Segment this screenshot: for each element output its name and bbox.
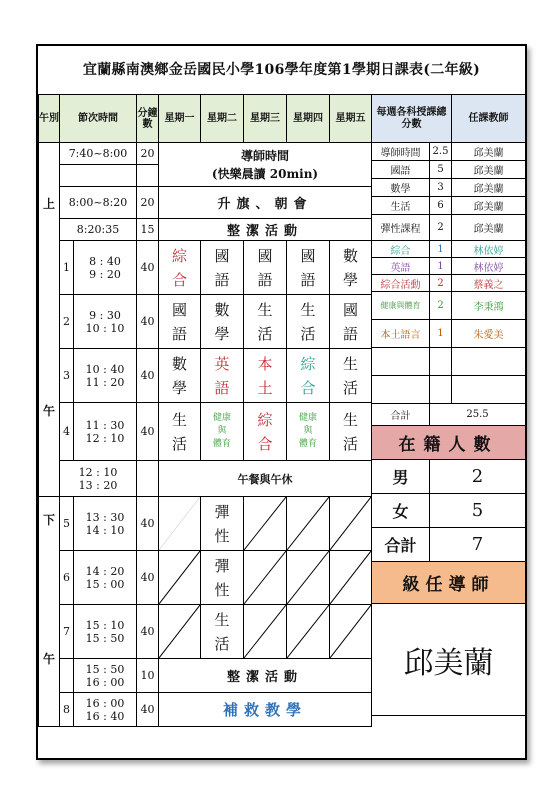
subject-hours: 2 bbox=[430, 215, 452, 241]
summary-blank bbox=[372, 348, 430, 376]
clean1-minutes: 15 bbox=[137, 219, 159, 241]
lunch-time: 12 : 10 13 : 20 bbox=[60, 461, 137, 497]
subject-hours: 2.5 bbox=[430, 143, 452, 161]
header-day-wed: 星期三 bbox=[244, 95, 287, 143]
clean2-number-blank bbox=[60, 659, 74, 693]
male-label: 男 bbox=[372, 460, 430, 494]
period-3-number: 3 bbox=[60, 349, 74, 403]
period-8-number: 8 bbox=[60, 693, 74, 727]
clean1-time: 8:20:35 bbox=[60, 219, 137, 241]
period-6-tue: 彈 性 bbox=[201, 551, 244, 605]
clean2-time: 15 : 50 16 : 00 bbox=[74, 659, 137, 693]
header-period-type: 午別 bbox=[39, 95, 60, 143]
mentor-time: 7:40~8:00 bbox=[60, 143, 137, 165]
period-2-minutes: 40 bbox=[137, 295, 159, 349]
period-5-minutes: 40 bbox=[137, 497, 159, 551]
timetable-sheet bbox=[36, 44, 527, 760]
period-1-minutes: 40 bbox=[137, 241, 159, 295]
period-3-mon: 數 學 bbox=[159, 349, 201, 403]
period-4-fri: 生 活 bbox=[330, 403, 372, 461]
period-7-time: 15 : 10 15 : 50 bbox=[74, 605, 137, 659]
mentor-minutes-blank bbox=[137, 165, 159, 187]
subject-hours: 3 bbox=[430, 179, 452, 197]
period-2-fri: 國 語 bbox=[330, 295, 372, 349]
total-value: 25.5 bbox=[430, 404, 526, 426]
header-day-mon: 星期一 bbox=[159, 95, 201, 143]
period-5-time: 13 : 30 14 : 10 bbox=[74, 497, 137, 551]
enroll-sum-label: 合計 bbox=[372, 528, 430, 562]
period-1-number: 1 bbox=[60, 241, 74, 295]
page-title: 宜蘭縣南澳鄉金岳國民小學106學年度第1學期日課表(二年級) bbox=[38, 46, 525, 95]
flag-minutes: 20 bbox=[137, 187, 159, 219]
header-minutes: 分鐘數 bbox=[137, 95, 159, 143]
summary-blank bbox=[430, 376, 452, 404]
homeroom-title: 級任導師 bbox=[372, 562, 526, 604]
period-4-number: 4 bbox=[60, 403, 74, 461]
female-count: 5 bbox=[430, 494, 526, 528]
period-8-activity: 補救教學 bbox=[159, 693, 372, 727]
summary-header-teacher: 任課教師 bbox=[452, 95, 526, 143]
period-8-minutes: 40 bbox=[137, 693, 159, 727]
period-6-minutes: 40 bbox=[137, 551, 159, 605]
subject-hours: 2 bbox=[430, 275, 452, 292]
header-period-time: 節次時間 bbox=[60, 95, 137, 143]
summary-blank bbox=[430, 348, 452, 376]
period-7-fri-empty bbox=[330, 605, 372, 659]
period-6-thu-empty bbox=[287, 551, 330, 605]
subject-hours: 6 bbox=[430, 197, 452, 215]
summary-blank bbox=[452, 348, 526, 376]
period-3-thu: 綜 合 bbox=[287, 349, 330, 403]
subject-name: 綜合 bbox=[372, 241, 430, 258]
header-day-thu: 星期四 bbox=[287, 95, 330, 143]
period-6-number: 6 bbox=[60, 551, 74, 605]
subject-teacher: 林依婷 bbox=[452, 241, 526, 258]
section-pm: 下 午 bbox=[39, 497, 60, 727]
header-day-fri: 星期五 bbox=[330, 95, 372, 143]
period-1-mon: 綜 合 bbox=[159, 241, 201, 295]
section-am: 上 午 bbox=[39, 143, 60, 497]
subject-teacher: 林依婷 bbox=[452, 258, 526, 275]
period-5-mon-empty bbox=[159, 497, 201, 551]
period-4-wed: 綜 合 bbox=[244, 403, 287, 461]
period-5-fri-empty bbox=[330, 497, 372, 551]
period-2-number: 2 bbox=[60, 295, 74, 349]
lunch-activity: 午餐與午休 bbox=[159, 461, 372, 497]
subject-hours: 1 bbox=[430, 258, 452, 275]
period-3-tue: 英 語 bbox=[201, 349, 244, 403]
period-6-time: 14 : 20 15 : 00 bbox=[74, 551, 137, 605]
period-4-thu: 健康 與 體育 bbox=[287, 403, 330, 461]
period-1-time: 8 : 40 9 : 20 bbox=[74, 241, 137, 295]
period-6-wed-empty bbox=[244, 551, 287, 605]
male-count: 2 bbox=[430, 460, 526, 494]
period-7-number: 7 bbox=[60, 605, 74, 659]
subject-name: 英語 bbox=[372, 258, 430, 275]
period-2-thu: 生 活 bbox=[287, 295, 330, 349]
period-2-mon: 國 語 bbox=[159, 295, 201, 349]
flag-activity: 升旗、朝會 bbox=[159, 187, 372, 219]
period-1-fri: 數 學 bbox=[330, 241, 372, 295]
subject-name: 生活 bbox=[372, 197, 430, 215]
subject-name: 國語 bbox=[372, 161, 430, 179]
mentor-minutes: 20 bbox=[137, 143, 159, 165]
period-3-time: 10 : 40 11 : 20 bbox=[74, 349, 137, 403]
subject-name: 健康與體育 bbox=[372, 292, 430, 320]
subject-hours: 1 bbox=[430, 241, 452, 258]
period-5-tue: 彈 性 bbox=[201, 497, 244, 551]
subject-teacher: 邱美蘭 bbox=[452, 179, 526, 197]
period-1-thu: 國 語 bbox=[287, 241, 330, 295]
homeroom-teacher-name: 邱美蘭 bbox=[372, 604, 526, 716]
period-6-mon-empty bbox=[159, 551, 201, 605]
subject-name: 導師時間 bbox=[372, 143, 430, 161]
period-3-wed: 本 土 bbox=[244, 349, 287, 403]
period-7-tue: 生 活 bbox=[201, 605, 244, 659]
period-3-fri: 生 活 bbox=[330, 349, 372, 403]
flag-time: 8:00~8:20 bbox=[60, 187, 137, 219]
lunch-minutes-blank bbox=[137, 461, 159, 497]
schedule-table bbox=[38, 94, 372, 727]
period-4-time: 11 : 30 12 : 10 bbox=[74, 403, 137, 461]
period-5-thu-empty bbox=[287, 497, 330, 551]
subject-hours: 5 bbox=[430, 161, 452, 179]
header-day-tue: 星期二 bbox=[201, 95, 244, 143]
summary-table bbox=[371, 94, 526, 716]
period-7-minutes: 40 bbox=[137, 605, 159, 659]
period-8-time: 16 : 00 16 : 40 bbox=[74, 693, 137, 727]
subject-teacher: 邱美蘭 bbox=[452, 197, 526, 215]
period-4-tue: 健康 與 體育 bbox=[201, 403, 244, 461]
period-2-wed: 生 活 bbox=[244, 295, 287, 349]
period-1-wed: 國 語 bbox=[244, 241, 287, 295]
subject-name: 彈性課程 bbox=[372, 215, 430, 241]
subject-teacher: 蔡義之 bbox=[452, 275, 526, 292]
clean2-minutes: 10 bbox=[137, 659, 159, 693]
mentor-activity: 導師時間 (快樂晨讀 20min) bbox=[159, 143, 372, 187]
subject-name: 綜合活動 bbox=[372, 275, 430, 292]
subject-name: 本土語言 bbox=[372, 320, 430, 348]
subject-teacher: 朱愛美 bbox=[452, 320, 526, 348]
subject-teacher: 邱美蘭 bbox=[452, 215, 526, 241]
period-2-tue: 數 學 bbox=[201, 295, 244, 349]
period-5-number: 5 bbox=[60, 497, 74, 551]
subject-hours: 1 bbox=[430, 320, 452, 348]
subject-hours: 2 bbox=[430, 292, 452, 320]
clean2-activity: 整潔活動 bbox=[159, 659, 372, 693]
period-1-tue: 國 語 bbox=[201, 241, 244, 295]
subject-teacher: 邱美蘭 bbox=[452, 161, 526, 179]
summary-blank bbox=[452, 376, 526, 404]
period-7-thu-empty bbox=[287, 605, 330, 659]
subject-teacher: 李秉鴻 bbox=[452, 292, 526, 320]
enrollment-title: 在籍人數 bbox=[372, 426, 526, 460]
period-3-minutes: 40 bbox=[137, 349, 159, 403]
enroll-sum: 7 bbox=[430, 528, 526, 562]
period-2-time: 9 : 30 10 : 10 bbox=[74, 295, 137, 349]
period-7-wed-empty bbox=[244, 605, 287, 659]
period-5-wed-empty bbox=[244, 497, 287, 551]
female-label: 女 bbox=[372, 494, 430, 528]
period-4-minutes: 40 bbox=[137, 403, 159, 461]
period-6-fri-empty bbox=[330, 551, 372, 605]
summary-header-subject: 每週各科授課總分數 bbox=[372, 95, 452, 143]
summary-blank bbox=[372, 376, 430, 404]
period-4-mon: 生 活 bbox=[159, 403, 201, 461]
subject-teacher: 邱美蘭 bbox=[452, 143, 526, 161]
total-label: 合計 bbox=[372, 404, 430, 426]
clean1-activity: 整潔活動 bbox=[159, 219, 372, 241]
mentor-time-blank bbox=[60, 165, 137, 187]
period-7-mon-empty bbox=[159, 605, 201, 659]
subject-name: 數學 bbox=[372, 179, 430, 197]
